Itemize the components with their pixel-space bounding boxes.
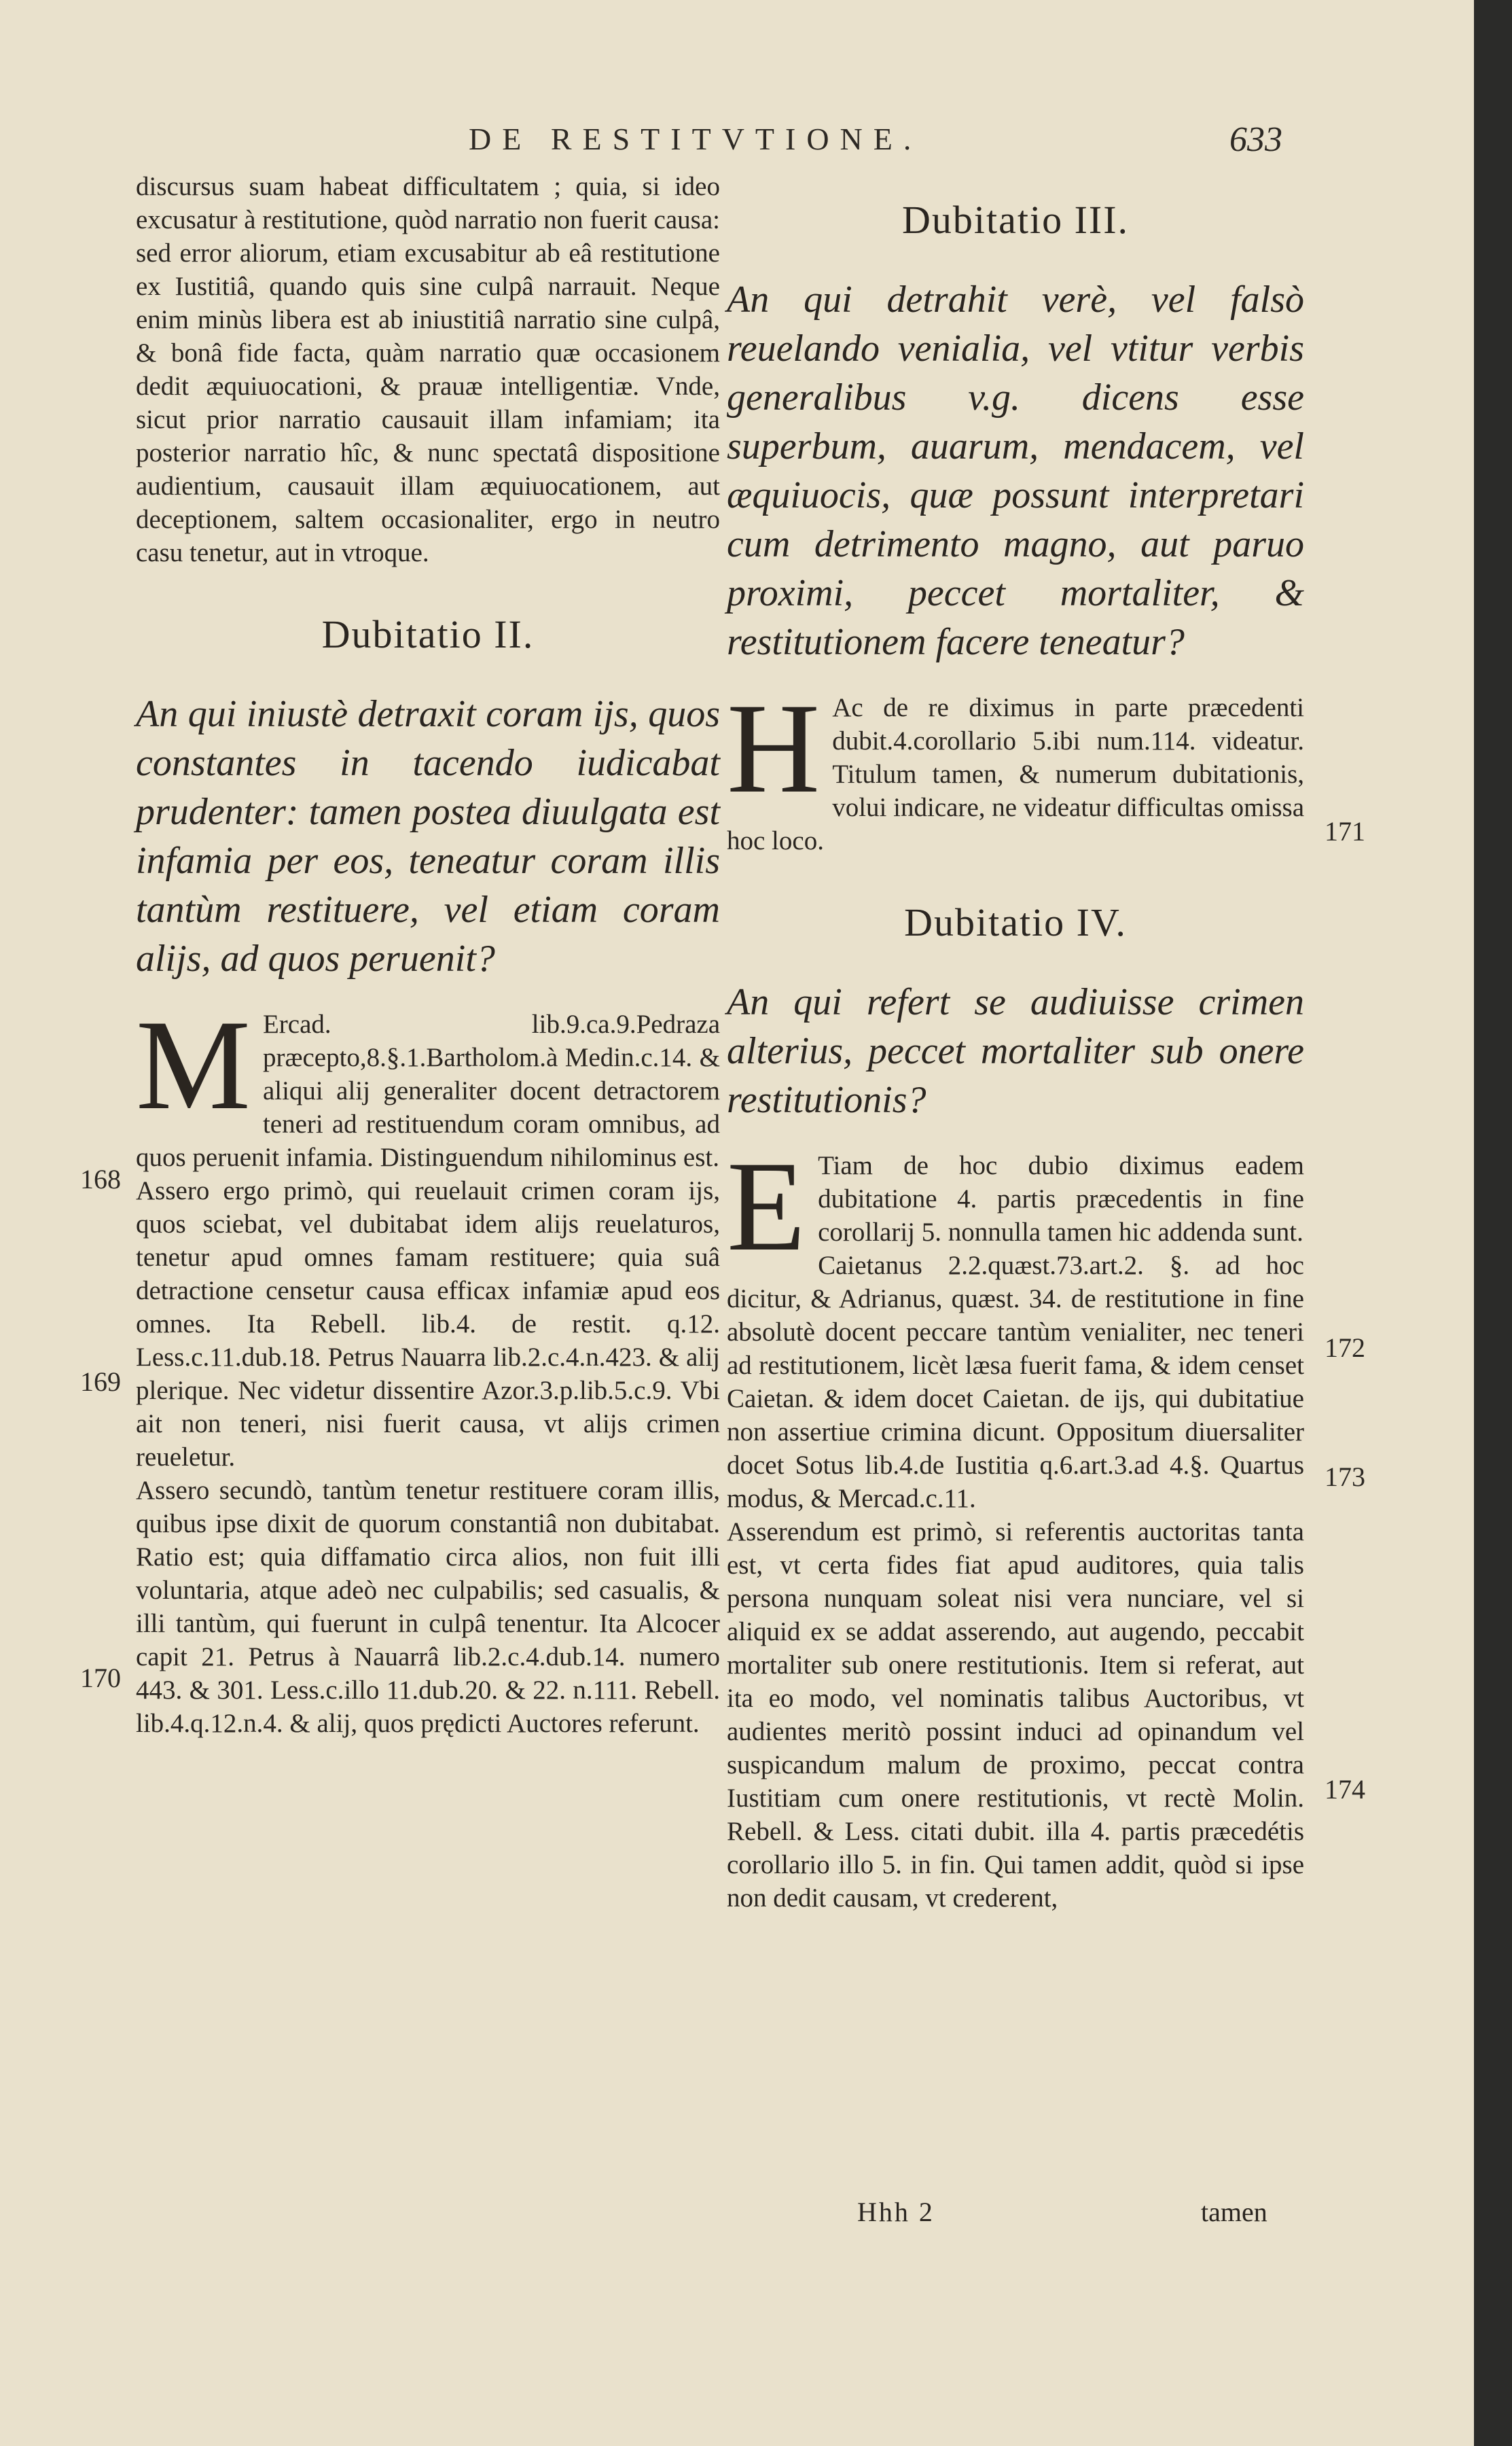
paragraph-continuation: discursus suam habeat difficultatem ; quia, si ideo excusatur à restitutione, quòd narratio non fuerit causa: sed error aliorum, etiam excusabitur ab eâ restitutione ex Iustitiâ, quando quis sine culpâ narrauit. Neque enim minùs libera est ab iniustitiâ narratio sine culpâ, & bonâ fide facta, quàm narratio quæ occasionem dedit æquiuocationi, & prauæ intelligentiæ. Vnde, sicut prior narratio causauit illam infamiam; ita posterior narratio hîc, & nunc spectatâ dispositione audientium, causauit illam æquiuocationem, aut deceptionem, saltem occasionaliter, ergo in neutro casu tenetur, aut in vtroque.	[136, 172, 720, 567]
margin-number-171: 171	[1325, 816, 1365, 847]
drop-cap-m: M	[136, 994, 251, 1137]
drop-cap-e: E	[727, 1135, 806, 1278]
heading-dubitatio-2: Dubitatio II.	[321, 612, 535, 656]
paragraph-170: Assero secundò, tantùm tenetur restituere coram illis, quibus ipse dixit de quorum constantiâ non dubitabat. Ratio est; quia diffamatio circa alios, non fuit illi voluntaria, atque adeò nec culpabilis; sed casualis, & illi tantùm, qui fuerunt in culpâ tenentur. Ita Alcocer capit 21. Petrus à Nauarrâ lib.2.c.4.dub.14. numero 443. & 301. Less.c.illo 11.dub.20. & 22. n.111. Rebell. lib.4.q.12.n.4. & alij, quos prędicti Auctores referunt.	[136, 1476, 720, 1738]
page-number: 633	[1229, 120, 1282, 159]
margin-number-168: 168	[80, 1164, 121, 1194]
section-172	[727, 1135, 1304, 1278]
question-dubitatio-3: An qui detrahit verè, vel falsò reuelando venialia, vel vtitur verbis generalibus v.g. dicens esse superbum, auarum, mendacem, vel æquiuocis, quæ possunt interpretari cum detrimento magno, aut paruo proximi, peccet mortaliter, & restitutionem facere teneatur?	[727, 279, 1304, 663]
question-dubitatio-2: An qui iniustè detraxit coram ijs, quos constantes in tacendo iudicabat prudenter: tamen postea diuulgata est infamia per eos, teneatur coram illis tantùm restituere, vel etiam coram alijs, ad quos peruenit?	[136, 693, 720, 980]
right-column	[727, 170, 1304, 1915]
margin-number-170: 170	[80, 1663, 121, 1693]
page-edge	[1474, 0, 1512, 2446]
paragraph-168: Ercad. lib.9.ca.9.Pedraza præcepto,8.§.1.Bartholom.à Medin.c.14. & aliqui alij generaliter docent detractorem teneri ad restituendum coram omnibus, ad quos peruenit infamia. Distinguendum nihilominus est.	[136, 1010, 720, 1172]
page-header	[0, 121, 1474, 169]
catchword: tamen	[1201, 2197, 1267, 2227]
margin-number-173: 173	[1325, 1461, 1365, 1492]
margin-number-172: 172	[1325, 1332, 1365, 1363]
section-168	[136, 994, 720, 1174]
paragraph-173: Caietanus 2.2.quæst.73.art.2. §. ad hoc dicitur, & Adrianus, quæst. 34. de restitutione in fine absolutè docent peccare tantùm venialiter, nec teneri ad restitutionem, licèt læsa fuerit fama, & idem censet Caietan. & idem docet Caietan. de ijs, qui dubitatiue non assertiue crimina dicunt. Oppositum diuersaliter docet Sotus lib.4.de Iustitia q.6.art.3.ad 4.§. Quartus modus, & Mercad.c.11.	[727, 1251, 1304, 1513]
signature-mark: Hhh 2	[857, 2197, 935, 2227]
heading-dubitatio-4: Dubitatio IV.	[904, 900, 1127, 944]
paragraph-172: Tiam de hoc dubio diximus eadem dubitatione 4. partis præcedentis in fine corollarij 5. nonnulla tamen hic addenda sunt.	[818, 1151, 1304, 1247]
paragraph-174: Asserendum est primò, si referentis auctoritas tanta est, vt certa fides fiat apud auditores, quia talis persona nunquam soleat nisi vera nunciare, vel si aliquid ex se addat asserendo, aut augendo, peccabit mortaliter sub onere restitutionis. Item si referat, aut ita eo modo, vel nominatis talibus Auctoribus, vt audientes meritò possint induci ad opinandum vel suspicandum malum de proximo, peccat contra Iustitiam cum onere restitutionis, vt rectè Molin. Rebell. & Less. citati dubit. illa 4. partis præcedétis corollario illo 5. in fin. Qui tamen addit, quòd si ipse non dedit causam, vt crederent,	[727, 1517, 1304, 1913]
left-column	[136, 170, 720, 1740]
question-dubitatio-4: An qui refert se audiuisse crimen alterius, peccet mortaliter sub onere restitutionis?	[727, 981, 1304, 1121]
paragraph-171: Ac de re diximus in parte præcedenti dubit.4.corollario 5.ibi num.114. videatur. Titulum tamen, & numerum dubitationis, volui indicare, ne videatur difficultas omissa hoc loco.	[727, 693, 1304, 855]
section-171	[727, 677, 1304, 857]
paragraph-169: Assero ergo primò, qui reuelauit crimen coram ijs, quos sciebat, vel dubitabat idem alijs reuelaturos, tenetur apud omnes famam restituere; quia suâ detractione censetur causa efficax infamiæ apud eos omnes. Ita Rebell. lib.4. de restit. q.12. Less.c.11.dub.18. Petrus Nauarra lib.2.c.4.n.423. & alij plerique. Nec videtur dissentire Azor.3.p.lib.5.c.9. Vbi ait non teneri, nisi fuerit causa, vt alijs crimen reueletur.	[136, 1176, 720, 1472]
running-head: DE RESTITVTIONE.	[469, 122, 922, 156]
margin-number-169: 169	[80, 1366, 121, 1397]
drop-cap-h: H	[727, 677, 821, 820]
heading-dubitatio-3: Dubitatio III.	[901, 198, 1130, 242]
margin-number-174: 174	[1325, 1774, 1365, 1805]
